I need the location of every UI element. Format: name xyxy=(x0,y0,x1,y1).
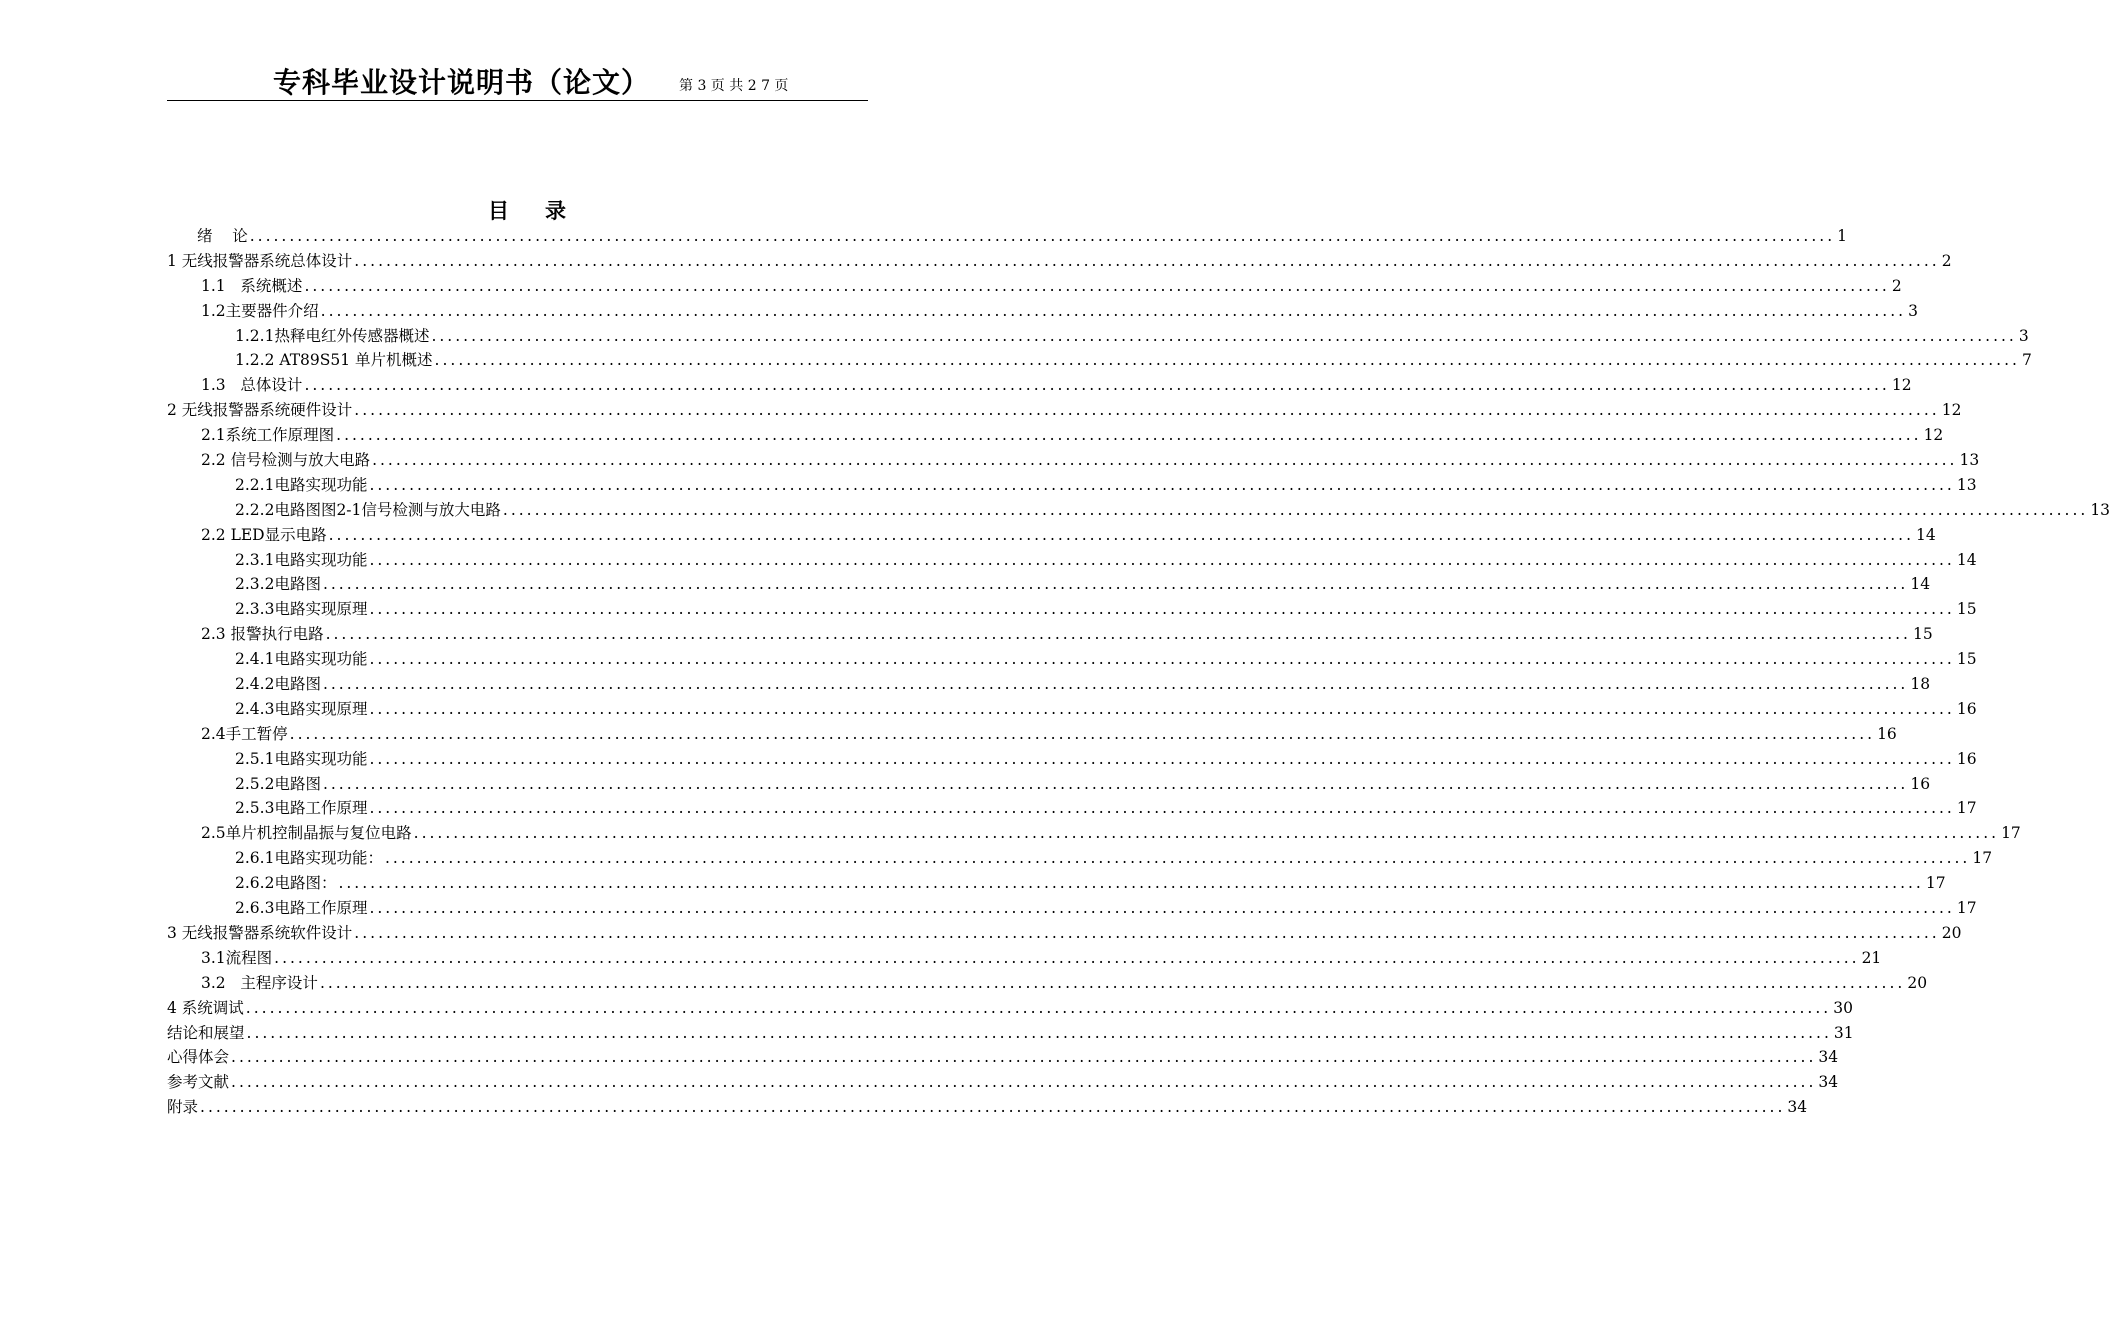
toc-dot-leader: ........................................................................................................................................................................................................ xyxy=(369,550,1955,569)
toc-entry[interactable] xyxy=(167,971,1928,996)
toc-entry-label: 2.3 报警执行电路 xyxy=(201,625,324,644)
toc-entry[interactable] xyxy=(167,597,1977,622)
toc-dot-leader: ........................................................................................................................................................................................................ xyxy=(246,1023,1832,1042)
toc-dot-leader: ........................................................................................................................................................................................................ xyxy=(289,724,1876,743)
toc-dot-leader: ........................................................................................................................................................................................................ xyxy=(304,276,1890,295)
toc-dot-leader: ........................................................................................................................................................................................................ xyxy=(369,650,1955,669)
toc-entry[interactable] xyxy=(167,348,2032,373)
toc-entry-page: 2 xyxy=(1891,276,1902,295)
toc-dot-leader: ........................................................................................................................................................................................................ xyxy=(354,923,1940,942)
toc-entry[interactable] xyxy=(167,672,1931,697)
toc-entry-page: 17 xyxy=(1956,899,1977,918)
toc-entry-label: 2.6.1电路实现功能： xyxy=(235,849,383,868)
toc-entry[interactable] xyxy=(167,373,1912,398)
toc-entry-page: 3 xyxy=(2018,326,2029,345)
toc-entry[interactable] xyxy=(167,796,1977,821)
toc-entry-label: 2.4.2电路图 xyxy=(235,675,321,694)
toc-dot-leader: ........................................................................................................................................................................................................ xyxy=(336,426,1922,445)
toc-entry-page: 20 xyxy=(1941,923,1962,942)
toc-dot-leader: ........................................................................................................................................................................................................ xyxy=(369,600,1955,619)
toc-dot-leader: ........................................................................................................................................................................................................ xyxy=(322,575,1909,594)
toc-dot-leader: ........................................................................................................................................................................................................ xyxy=(354,251,1940,270)
toc-entry[interactable] xyxy=(167,772,1931,797)
toc-dot-leader: ........................................................................................................................................................................................................ xyxy=(369,475,1955,494)
toc-dot-leader: ........................................................................................................................................................................................................ xyxy=(369,699,1955,718)
toc-entry[interactable] xyxy=(167,423,1944,448)
toc-entry[interactable] xyxy=(167,448,1980,473)
toc-entry-label: 2.2.1电路实现功能 xyxy=(235,475,368,494)
toc-entry-page: 16 xyxy=(1910,774,1931,793)
toc-dot-leader: ........................................................................................................................................................................................................ xyxy=(369,899,1955,918)
toc-entry-page: 17 xyxy=(1956,799,1977,818)
toc-dot-leader: ........................................................................................................................................................................................................ xyxy=(413,824,2000,843)
toc-entry-label: 2.6.2电路图： xyxy=(235,874,337,893)
toc-entry[interactable] xyxy=(167,946,1882,971)
toc-entry-page: 2 xyxy=(1941,251,1952,270)
toc-entry-label: 2.6.3电路工作原理 xyxy=(235,899,368,918)
toc-entry-label: 2.5.2电路图 xyxy=(235,774,321,793)
toc-entry-page: 34 xyxy=(1818,1048,1839,1067)
toc-entry[interactable] xyxy=(167,697,1977,722)
toc-entry-label: 心得体会 xyxy=(167,1048,230,1067)
toc-dot-leader: ........................................................................................................................................................................................................ xyxy=(274,948,1860,967)
toc-entry-page: 30 xyxy=(1833,998,1853,1017)
toc-entry-page: 17 xyxy=(1972,849,1993,868)
toc-entry-page: 16 xyxy=(1956,699,1977,718)
document-title: 专科毕业设计说明书（论文） xyxy=(273,66,651,99)
toc-entry-label: 参考文献 xyxy=(167,1073,230,1092)
toc-dot-leader: ........................................................................................................................................................................................................ xyxy=(322,774,1909,793)
toc-entry[interactable] xyxy=(167,1095,1808,1120)
toc-entry[interactable] xyxy=(167,622,1933,647)
toc-entry-label: 2.5.1电路实现功能 xyxy=(235,749,368,768)
page-number-info: 第 3 页 共 2 7 页 xyxy=(679,78,789,94)
toc-entry-page: 31 xyxy=(1833,1023,1854,1042)
toc-entry[interactable] xyxy=(167,473,1977,498)
toc-entry-label: 1.2.1热释电红外传感器概述 xyxy=(235,326,430,345)
toc-entry-label: 3 无线报警器系统软件设计 xyxy=(167,923,353,942)
toc-entry-label: 2.4.1电路实现功能 xyxy=(235,650,368,669)
toc-dot-leader: ........................................................................................................................................................................................................ xyxy=(431,326,2017,345)
toc-entry-page: 17 xyxy=(2001,824,2021,843)
toc-entry-page: 3 xyxy=(1908,301,1918,320)
toc-entry-page: 14 xyxy=(1956,550,1977,569)
toc-entry-page: 14 xyxy=(1910,575,1931,594)
toc-entry-page: 12 xyxy=(1923,426,1944,445)
toc-entry[interactable] xyxy=(167,896,1977,921)
toc-entry[interactable] xyxy=(167,498,2110,523)
toc-entry[interactable] xyxy=(167,324,2029,349)
toc-entry-label: 3.2 主程序设计 xyxy=(201,973,318,992)
toc-entry-label: 2.2.2电路图图2-1信号检测与放大电路 xyxy=(235,500,501,519)
toc-dot-leader: ........................................................................................................................................................................................................ xyxy=(231,1073,1817,1092)
toc-entry-page: 15 xyxy=(1912,625,1933,644)
toc-entry-page: 7 xyxy=(2021,351,2032,370)
toc-dot-leader: ........................................................................................................................................................................................................ xyxy=(369,749,1955,768)
toc-dot-leader: ........................................................................................................................................................................................................ xyxy=(384,849,1971,868)
toc-entry-label: 1.2.2 AT89S51 单片机概述 xyxy=(235,351,433,370)
page-header xyxy=(167,64,868,100)
toc-entry[interactable] xyxy=(167,274,1902,299)
toc-dot-leader: ........................................................................................................................................................................................................ xyxy=(502,500,2089,519)
toc-entry-label: 2.3.3电路实现原理 xyxy=(235,600,368,619)
toc-entry[interactable] xyxy=(167,996,1853,1021)
toc-dot-leader: ........................................................................................................................................................................................................ xyxy=(434,351,2020,370)
toc-dot-leader: ........................................................................................................................................................................................................ xyxy=(231,1048,1817,1067)
toc-entry[interactable] xyxy=(167,1070,1839,1095)
toc-dot-leader: ........................................................................................................................................................................................................ xyxy=(320,301,1907,320)
toc-entry-label: 2.3.1电路实现功能 xyxy=(235,550,368,569)
toc-entry[interactable] xyxy=(167,299,1918,324)
toc-dot-leader: ........................................................................................................................................................................................................ xyxy=(372,451,1958,470)
toc-dot-leader: ........................................................................................................................................................................................................ xyxy=(304,376,1890,395)
toc-entry[interactable] xyxy=(167,249,1952,274)
toc-entry-label: 附录 xyxy=(167,1098,199,1117)
toc-entry-page: 13 xyxy=(1959,451,1980,470)
toc-entry-page: 13 xyxy=(1956,475,1977,494)
toc-entry-label: 结论和展望 xyxy=(167,1023,245,1042)
toc-entry-label: 3.1流程图 xyxy=(201,948,273,967)
toc-entry-label: 2.2 LED显示电路 xyxy=(201,525,327,544)
toc-entry-label: 2.1系统工作原理图 xyxy=(201,426,335,445)
toc-entry-page: 18 xyxy=(1910,675,1931,694)
toc-entry-label: 2.2 信号检测与放大电路 xyxy=(201,451,371,470)
toc-entry-page: 1 xyxy=(1837,227,1847,245)
toc-dot-leader: ........................................................................................................................................................................................................ xyxy=(325,625,1911,644)
toc-entry-label: 2.4手工暂停 xyxy=(201,724,288,743)
toc-entry[interactable] xyxy=(167,224,1847,249)
toc-entry-page: 14 xyxy=(1916,525,1936,544)
toc-entry-label: 2.5.3电路工作原理 xyxy=(235,799,368,818)
toc-entry-page: 15 xyxy=(1956,600,1977,619)
toc-entry-label: 2.4.3电路实现原理 xyxy=(235,699,368,718)
toc-entry-page: 34 xyxy=(1787,1098,1808,1117)
toc-entry[interactable] xyxy=(167,871,1946,896)
toc-entry-label: 1.1 系统概述 xyxy=(201,276,303,295)
toc-entry-page: 12 xyxy=(1891,376,1912,395)
toc-entry[interactable] xyxy=(167,921,1962,946)
toc-entry-label: 1.2主要器件介绍 xyxy=(201,301,319,320)
toc-entry-page: 20 xyxy=(1907,973,1928,992)
toc-entry-label: 2 无线报警器系统硬件设计 xyxy=(167,401,353,420)
toc-entry-page: 13 xyxy=(2090,500,2110,519)
toc-dot-leader: ........................................................................................................................................................................................................ xyxy=(319,973,1906,992)
toc-dot-leader: ........................................................................................................................................................................................................ xyxy=(200,1098,1786,1117)
toc-entry[interactable] xyxy=(167,846,1993,871)
toc-entry-page: 21 xyxy=(1861,948,1882,967)
toc-entry[interactable] xyxy=(167,722,1897,747)
toc-entry[interactable] xyxy=(167,821,2021,846)
toc-entry-label: 2.5单片机控制晶振与复位电路 xyxy=(201,824,412,843)
toc-entry[interactable] xyxy=(167,747,1977,772)
toc-title: 目录 xyxy=(488,198,602,223)
toc-dot-leader: ........................................................................................................................................................................................................ xyxy=(245,998,1832,1017)
toc-entry-page: 17 xyxy=(1925,874,1946,893)
toc-entry[interactable] xyxy=(167,548,1977,573)
toc-dot-leader: ........................................................................................................................................................................................................ xyxy=(369,799,1955,818)
toc-entry-label: 4 系统调试 xyxy=(167,998,244,1017)
toc-entry[interactable] xyxy=(167,647,1977,672)
toc-entry-page: 15 xyxy=(1956,650,1977,669)
table-of-contents xyxy=(167,224,2110,1120)
toc-entry[interactable] xyxy=(167,572,1931,597)
toc-entry[interactable] xyxy=(167,398,1962,423)
toc-entry[interactable] xyxy=(167,523,1936,548)
toc-entry-page: 34 xyxy=(1818,1073,1839,1092)
toc-dot-leader: ........................................................................................................................................................................................................ xyxy=(249,227,1836,245)
toc-dot-leader: ........................................................................................................................................................................................................ xyxy=(338,874,1924,893)
toc-dot-leader: ........................................................................................................................................................................................................ xyxy=(322,675,1909,694)
toc-entry-label: 绪 论 xyxy=(197,227,248,245)
toc-entry[interactable] xyxy=(167,1045,1839,1070)
toc-dot-leader: ........................................................................................................................................................................................................ xyxy=(328,525,1915,544)
toc-dot-leader: ........................................................................................................................................................................................................ xyxy=(354,401,1940,420)
toc-entry-label: 1.3 总体设计 xyxy=(201,376,303,395)
toc-entry[interactable] xyxy=(167,1021,1854,1046)
toc-entry-label: 1 无线报警器系统总体设计 xyxy=(167,251,353,270)
toc-entry-page: 16 xyxy=(1877,724,1897,743)
toc-entry-label: 2.3.2电路图 xyxy=(235,575,321,594)
toc-entry-page: 12 xyxy=(1941,401,1962,420)
header-rule xyxy=(167,100,868,101)
toc-entry-page: 16 xyxy=(1956,749,1977,768)
